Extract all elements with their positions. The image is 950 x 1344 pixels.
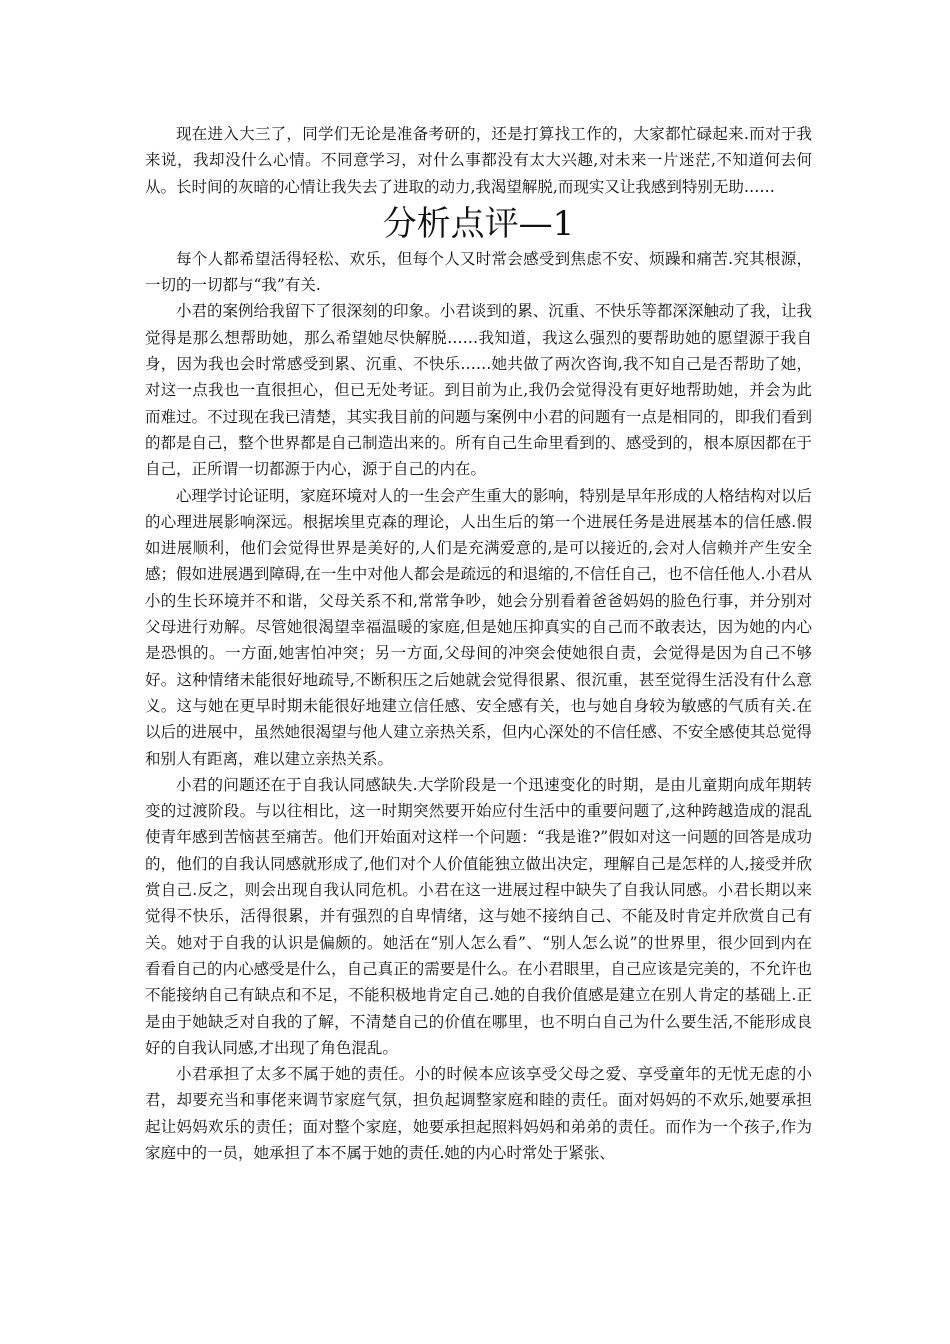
body-paragraph: 心理学讨论证明，家庭环境对人的一生会产生重大的影响，特别是早年形成的人格结构对以后的心理进展影响深远。根据埃里克森的理论，人出生后的第一个进展任务是进展基本的信任感.假如进展顺利，他们会觉得世界是美好的,人们是充满爱意的,是可以接近的,会对人信赖并产生安全感；假如进展遇到障碍,在一生中对他人都会是疏远的和退缩的,不信任自己，也不信任他人.小君从小的生长环境并不和谐，父母关系不和,常常争吵，她会分别看着爸爸妈妈的脸色行事，并分别对父母进行劝解。尽管她很渴望幸福温暖的家庭,但是她压抑真实的自己而不敢表达，因为她的内心是恐惧的。一方面,她害怕冲突；另一方面,父母间的冲突会使她很自责，会觉得是因为自己不够好。这种情绪未能很好地疏导,不断积压之后她就会觉得很累、很沉重，甚至觉得生活没有什么意义。这与她在更早时期未能很好地建立信任感、安全感有关，也与她自身较为敏感的气质有关.在以后的进展中，虽然她很渴望与他人建立亲热关系，但内心深处的不信任感、不安全感使其总觉得和别人有距离，难以建立亲热关系。 xyxy=(145,486,812,768)
body-paragraph: 小君的案例给我留下了很深刻的印象。小君谈到的累、沉重、不快乐等都深深触动了我，让我觉得是那么想帮助她，那么希望她尽快解脱……我知道，我这么强烈的要帮助她的愿望源于我自身，因为我也会时常感受到累、沉重、不快乐……她共做了两次咨询,我不知自己是否帮助了她，对这一点我也一直很担心，但已无处考证。到目前为止,我仍会觉得没有更好地帮助她，并会为此而难过。不过现在我已清楚，其实我目前的问题与案例中小君的问题有一点是相同的，即我们看到的都是自己，整个世界都是自己制造出来的。所有自己生命里看到的、感受到的，根本原因都在于自己，正所谓一切都源于内心，源于自己的内在。 xyxy=(145,302,812,479)
body-paragraph: 小君的问题还在于自我认同感缺失.大学阶段是一个迅速变化的时期，是由儿童期向成年期转变的过渡阶段。与以往相比，这一时期突然要开始应付生活中的重要问题了,这种跨越造成的混乱使青年感到苦恼甚至痛苦。他们开始面对这样一个问题：“我是谁?”假如对这一问题的回答是成功的，他们的自我认同感就形成了,他们对个人价值能独立做出决定，理解自己是怎样的人,接受并欣赏自己.反之，则会出现自我认同危机。小君在这一进展过程中缺失了自我认同感。小君长期以来觉得不快乐，活得很累，并有强烈的自卑情绪，这与她不接纳自己、不能及时肯定并欣赏自己有关。她对于自我的认识是偏颇的。她活在“别人怎么看”、“别人怎么说”的世界里，很少回到内在看看自己的内心感受是什么，自己真正的需要是什么。在小君眼里，自己应该是完美的，不允许也不能接纳自己有缺点和不足，不能积极地肯定自己.她的自我价值感是建立在别人肯定的基础上.正是由于她缺乏对自我的了解，不清楚自己的价值在哪里，也不明白自己为什么要生活,不能形成良好的自我认同感,才出现了角色混乱。 xyxy=(145,775,812,1057)
body-paragraph: 每个人都希望活得轻松、欢乐，但每个人又时常会感受到焦虑不安、烦躁和痛苦.究其根源，一切的一切都与“我”有关. xyxy=(145,249,812,295)
document-page xyxy=(145,121,812,1166)
body-paragraph: 小君承担了太多不属于她的责任。小的时候本应该享受父母之爱、享受童年的无忧无虑的小君，却要充当和事佬来调节家庭气氛，担负起调整家庭和睦的责任。面对妈妈的不欢乐,她要承担起让妈妈欢乐的责任；面对整个家庭，她要承担起照料妈妈和弟弟的责任。而作为一个孩子,作为家庭中的一员，她承担了本不属于她的责任.她的内心时常处于紧张、 xyxy=(145,1065,812,1162)
section-title: 分析点评—1 xyxy=(382,203,575,244)
intro-paragraph: 现在进入大三了，同学们无论是准备考研的，还是打算找工作的，大家都忙碌起来.而对于我来说，我却没什么心情。不同意学习，对什么事都没有太大兴趣,对未来一片迷茫,不知道何去何从。长时间的灰暗的心情让我失去了进取的动力,我渴望解脱,而现实又让我感到特别无助…… xyxy=(145,125,812,196)
